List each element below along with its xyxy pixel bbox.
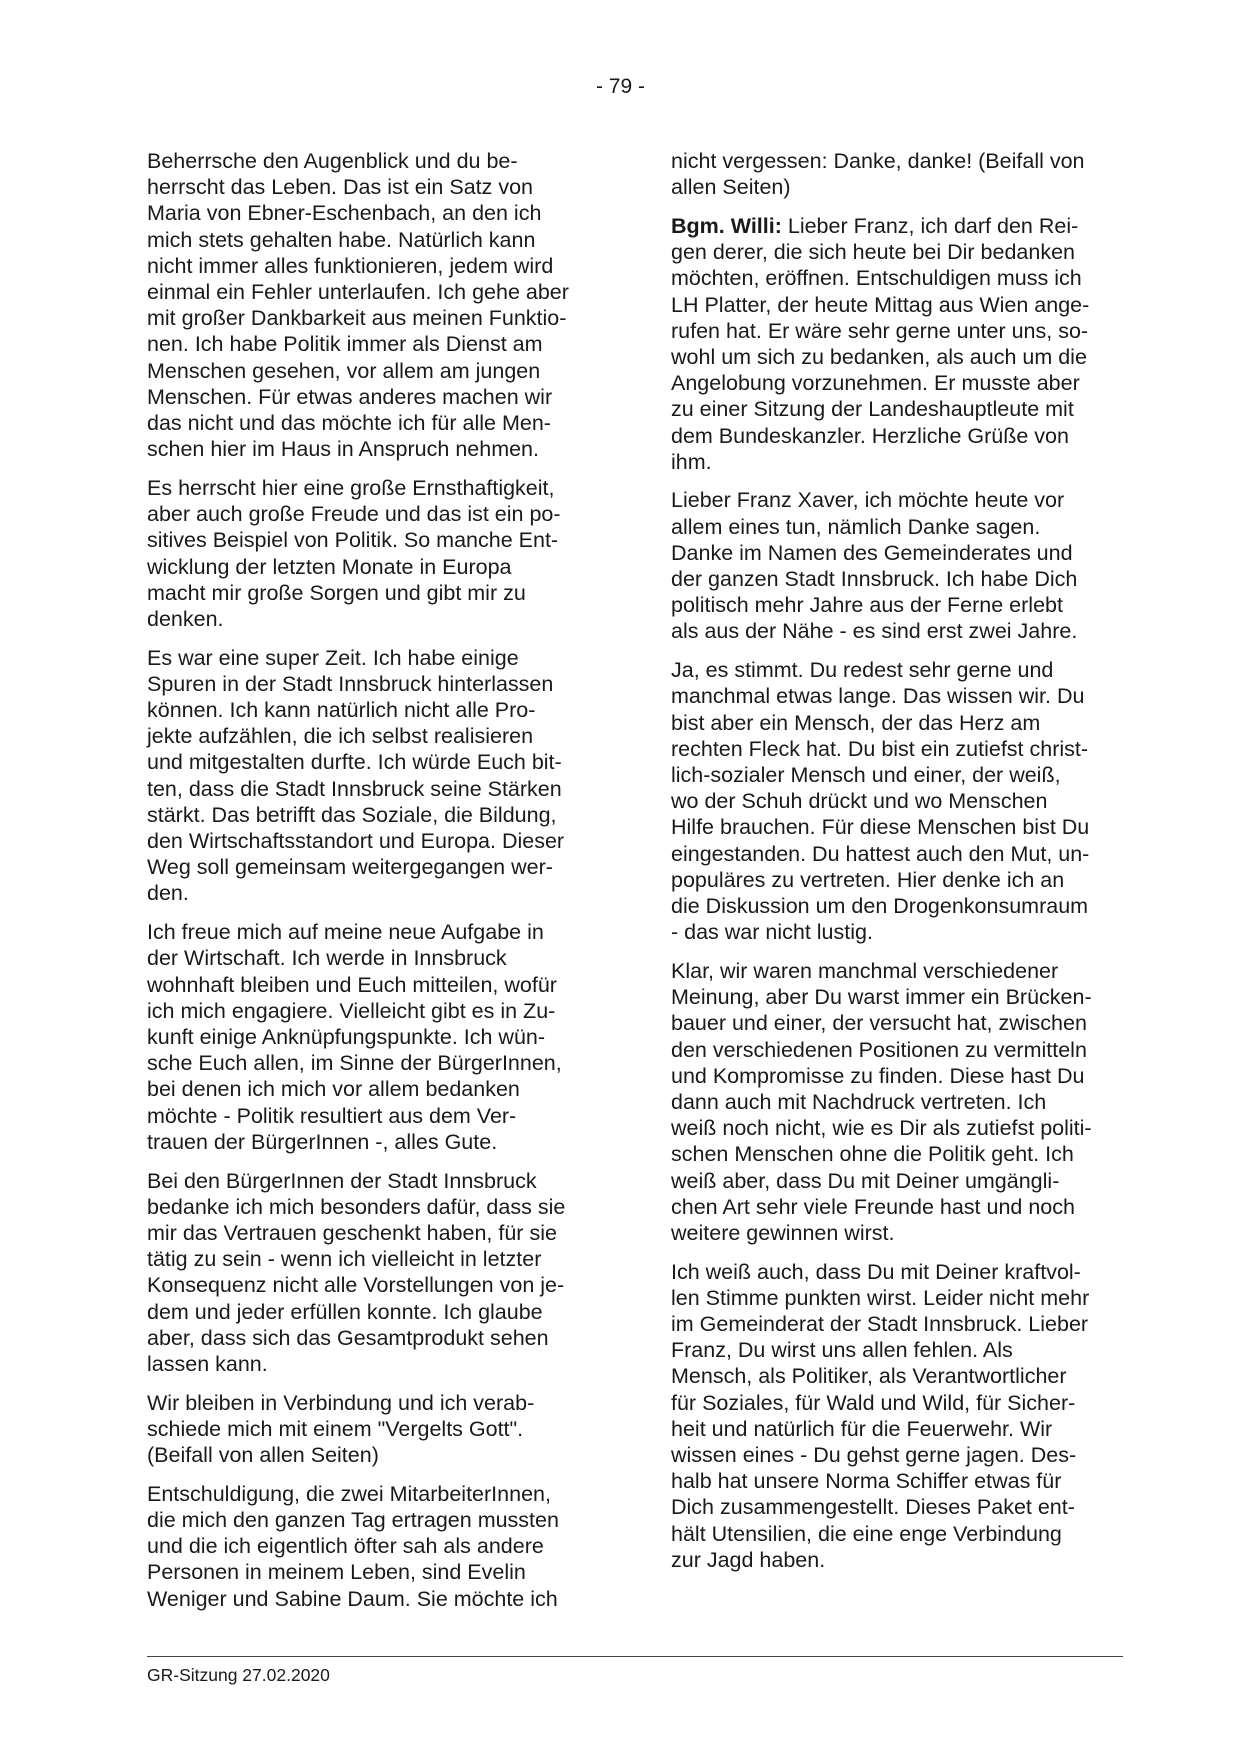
- page-number: - 79 -: [595, 75, 645, 98]
- paragraph: Beherrsche den Augenblick und du be- herrscht das Leben. Das ist ein Satz von Maria von Ebner-Eschenbach, an den ich mich stets gehalten habe. Natürlich kann nicht immer alles funktionieren, jedem wird einmal ein Fehler unterlaufen. Ich gehe aber mit großer Dankbarkeit aus meinen Funktio- nen. Ich habe Politik immer als Dienst am Menschen gesehen, vor allem am jungen Menschen. Für etwas anderes machen wir das nicht und das möchte ich für alle Men- schen hier im Haus in Anspruch nehmen.: [147, 149, 569, 462]
- right-column: [671, 148, 1119, 1586]
- paragraph: Es war eine super Zeit. Ich habe einige Spuren in der Stadt Innsbruck hinterlassen können. Ich kann natürlich nicht alle Pro- jekte aufzählen, die ich selbst realisieren und mitgestalten durfte. Ich würde Euch bit- ten, dass die Stadt Innsbruck seine Stärken stärkt. Das betrifft das Soziale, die Bildung, den Wirtschaftsstandort und Europa. Dieser Weg soll gemeinsam weitergegangen wer- den.: [147, 645, 565, 906]
- paragraph: Ja, es stimmt. Du redest sehr gerne und manchmal etwas lange. Das wissen wir. Du bist aber ein Mensch, der das Herz am rechten Fleck hat. Du bist ein zutiefst christ- lich-sozialer Mensch und einer, der weiß, wo der Schuh drückt und wo Menschen Hilfe brauchen. Für diese Menschen bist Du eingestanden. Du hattest auch den Mut, un- populäres zu vertreten. Hier denke ich an die Diskussion um den Drogenkonsumraum - das war nicht lustig.: [671, 658, 1090, 945]
- left-column: [147, 148, 595, 1624]
- paragraph: nicht vergessen: Danke, danke! (Beifall von allen Seiten): [671, 149, 1085, 200]
- footer-divider: [147, 1656, 1123, 1657]
- paragraph: Ich weiß auch, dass Du mit Deiner kraftvol- len Stimme punkten wirst. Leider nicht mehr im Gemeinderat der Stadt Innsbruck. Lieber Franz, Du wirst uns allen fehlen. Als Mensch, als Politiker, als Verantwortlicher für Soziales, für Wald und Wild, für Sicher- heit und natürlich für die Feuerwehr. Wir wissen eines - Du gehst gerne jagen. Des- halb hat unsere Norma Schiffer etwas für Dich zusammengestellt. Dieses Paket ent- hält Utensilien, die eine enge Verbindung zur Jagd haben.: [671, 1259, 1090, 1572]
- paragraph: Lieber Franz Xaver, ich möchte heute vor allem eines tun, nämlich Danke sagen. Danke im Namen des Gemeinderates und der ganzen Stadt Innsbruck. Ich habe Dich politisch mehr Jahre aus der Ferne erlebt als aus der Nähe - es sind erst zwei Jahre.: [671, 488, 1078, 644]
- paragraph: Wir bleiben in Verbindung und ich verab- schiede mich mit einem "Vergelts Gott". (Beifall von allen Seiten): [147, 1390, 535, 1468]
- paragraph: Es herrscht hier eine große Ernsthaftigkeit, aber auch große Freude und das ist ein po- sitives Beispiel von Politik. So manche Ent- wicklung der letzten Monate in Europa macht mir große Sorgen und gibt mir zu denken.: [147, 475, 561, 631]
- speaker-text: Lieber Franz, ich darf den Rei- gen derer, die sich heute bei Dir bedanken möchten, eröffnen. Entschuldigen muss ich LH Platter, der heute Mittag aus Wien ange- rufen hat. Er wäre sehr gerne unter uns, so- wohl um sich zu bedanken, als auch um die Angelobung vorzunehmen. Er musste aber zu einer Sitzung der Landeshauptleute mit dem Bundeskanzler. Herzliche Grüße von ihm.: [671, 213, 1090, 474]
- speaker-paragraph: [671, 213, 1119, 475]
- paragraph: Klar, wir waren manchmal verschiedener Meinung, aber Du warst immer ein Brücken- bauer und einer, der versucht hat, zwischen den verschiedenen Positionen zu vermitteln und Kompromisse zu finden. Diese hast Du dann auch mit Nachdruck vertreten. Ich weiß noch nicht, wie es Dir als zutiefst politi- schen Menschen ohne die Politik geht. Ich weiß aber, dass Du mit Deiner umgängli- chen Art sehr viele Freunde hast und noch weitere gewinnen wirst.: [671, 958, 1092, 1245]
- speaker-name: Bgm. Willi:: [671, 213, 782, 238]
- footer-text: GR-Sitzung 27.02.2020: [147, 1665, 330, 1685]
- paragraph: Entschuldigung, die zwei MitarbeiterInnen, die mich den ganzen Tag ertragen mussten und die ich eigentlich öfter sah als andere Personen in meinem Leben, sind Evelin Weniger und Sabine Daum. Sie möchte ich: [147, 1481, 559, 1611]
- paragraph: Ich freue mich auf meine neue Aufgabe in der Wirtschaft. Ich werde in Innsbruck wohnhaft bleiben und Euch mitteilen, wofür ich mich engagiere. Vielleicht gibt es in Zu- kunft einige Anknüpfungspunkte. Ich wün- sche Euch allen, im Sinne der BürgerInnen, bei denen ich mich vor allem bedanken möchte - Politik resultiert aus dem Ver- trauen der BürgerInnen -, alles Gute.: [147, 920, 562, 1154]
- paragraph: Bei den BürgerInnen der Stadt Innsbruck bedanke ich mich besonders dafür, dass sie mir das Vertrauen geschenkt haben, für sie tätig zu sein - wenn ich vielleicht in letzter Konsequenz nicht alle Vorstellungen von je- dem und jeder erfüllen konnte. Ich glaube aber, dass sich das Gesamtprodukt sehen lassen kann.: [147, 1168, 566, 1376]
